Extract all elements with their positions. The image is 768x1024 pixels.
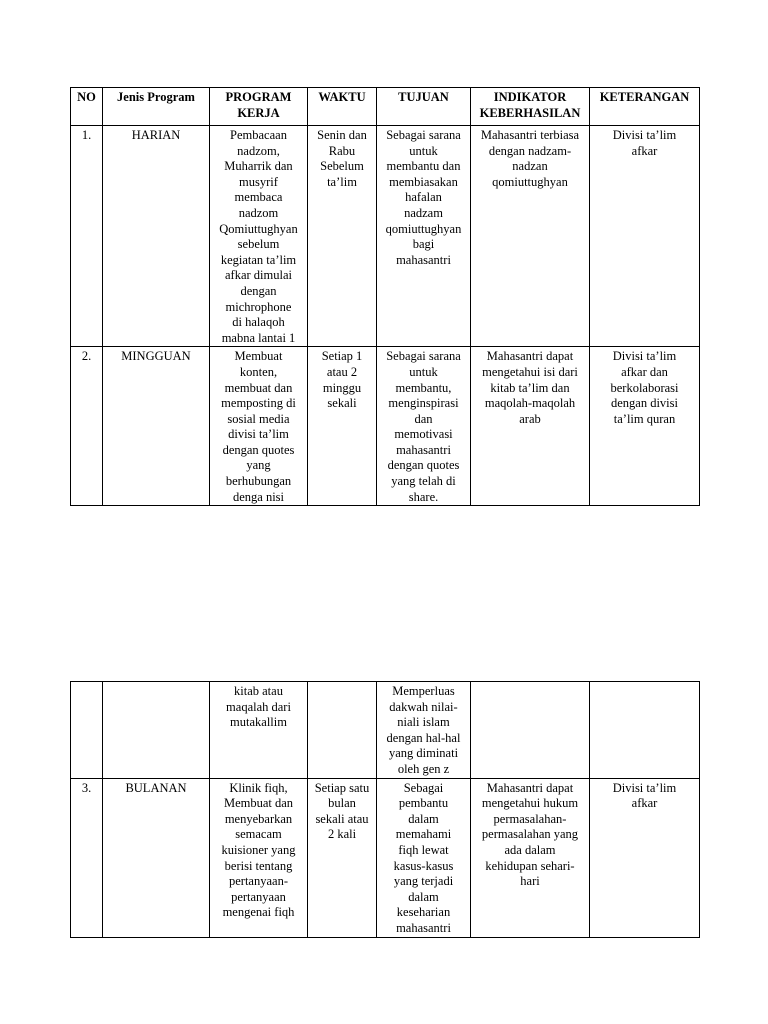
header-tujuan: TUJUAN <box>377 88 471 126</box>
cell-program-kerja: Membuat konten, membuat dan memposting di sosial media divisi ta’lim dengan quotes yang berhubungan denga nisi <box>210 347 308 506</box>
cell-jenis-program <box>103 682 210 779</box>
header-indikator: INDIKATOR KEBERHASILAN <box>471 88 590 126</box>
cell-jenis-program: HARIAN <box>103 126 210 347</box>
cell-jenis-program: MINGGUAN <box>103 347 210 506</box>
cell-keterangan: Divisi ta’lim afkar <box>590 126 700 347</box>
program-table-part-1 <box>70 87 700 506</box>
cell-program-kerja: Pembacaan nadzom, Muharrik dan musyrif membaca nadzom Qomiuttughyan sebelum kegiatan ta’lim afkar dimulai dengan michrophone di halaqoh mabna lantai 1 <box>210 126 308 347</box>
table-row <box>71 126 700 347</box>
cell-indikator: Mahasantri dapat mengetahui isi dari kitab ta’lim dan maqolah-maqolah arab <box>471 347 590 506</box>
cell-program-kerja: kitab atau maqalah dari mutakallim <box>210 682 308 779</box>
cell-program-kerja: Klinik fiqh, Membuat dan menyebarkan semacam kuisioner yang berisi tentang pertanyaan- pertanyaan mengenai fiqh <box>210 778 308 937</box>
table-row <box>71 778 700 937</box>
cell-waktu: Setiap satu bulan sekali atau 2 kali <box>308 778 377 937</box>
header-jenis-program: Jenis Program <box>103 88 210 126</box>
cell-indikator: Mahasantri dapat mengetahui hukum permasalahan- permasalahan yang ada dalam kehidupan sehari- hari <box>471 778 590 937</box>
cell-tujuan: Sebagai sarana untuk membantu dan membiasakan hafalan nadzam qomiuttughyan bagi mahasantri <box>377 126 471 347</box>
cell-waktu: Senin dan Rabu Sebelum ta’lim <box>308 126 377 347</box>
header-program-kerja: PROGRAM KERJA <box>210 88 308 126</box>
cell-keterangan <box>590 682 700 779</box>
cell-tujuan: Memperluas dakwah nilai- niali islam dengan hal-hal yang diminati oleh gen z <box>377 682 471 779</box>
program-table-part-2 <box>70 681 700 938</box>
cell-no: 3. <box>71 778 103 937</box>
cell-no: 1. <box>71 126 103 347</box>
header-waktu: WAKTU <box>308 88 377 126</box>
cell-tujuan: Sebagai pembantu dalam memahami fiqh lewat kasus-kasus yang terjadi dalam keseharian mahasantri <box>377 778 471 937</box>
cell-no: 2. <box>71 347 103 506</box>
cell-indikator <box>471 682 590 779</box>
table-header-row <box>71 88 700 126</box>
cell-tujuan: Sebagai sarana untuk membantu, menginspirasi dan memotivasi mahasantri dengan quotes yang telah di share. <box>377 347 471 506</box>
cell-waktu <box>308 682 377 779</box>
cell-no <box>71 682 103 779</box>
cell-keterangan: Divisi ta’lim afkar dan berkolaborasi dengan divisi ta’lim quran <box>590 347 700 506</box>
cell-indikator: Mahasantri terbiasa dengan nadzam- nadzan qomiuttughyan <box>471 126 590 347</box>
header-no: NO <box>71 88 103 126</box>
cell-keterangan: Divisi ta’lim afkar <box>590 778 700 937</box>
table-row <box>71 682 700 779</box>
cell-waktu: Setiap 1 atau 2 minggu sekali <box>308 347 377 506</box>
cell-jenis-program: BULANAN <box>103 778 210 937</box>
table-row <box>71 347 700 506</box>
header-keterangan: KETERANGAN <box>590 88 700 126</box>
